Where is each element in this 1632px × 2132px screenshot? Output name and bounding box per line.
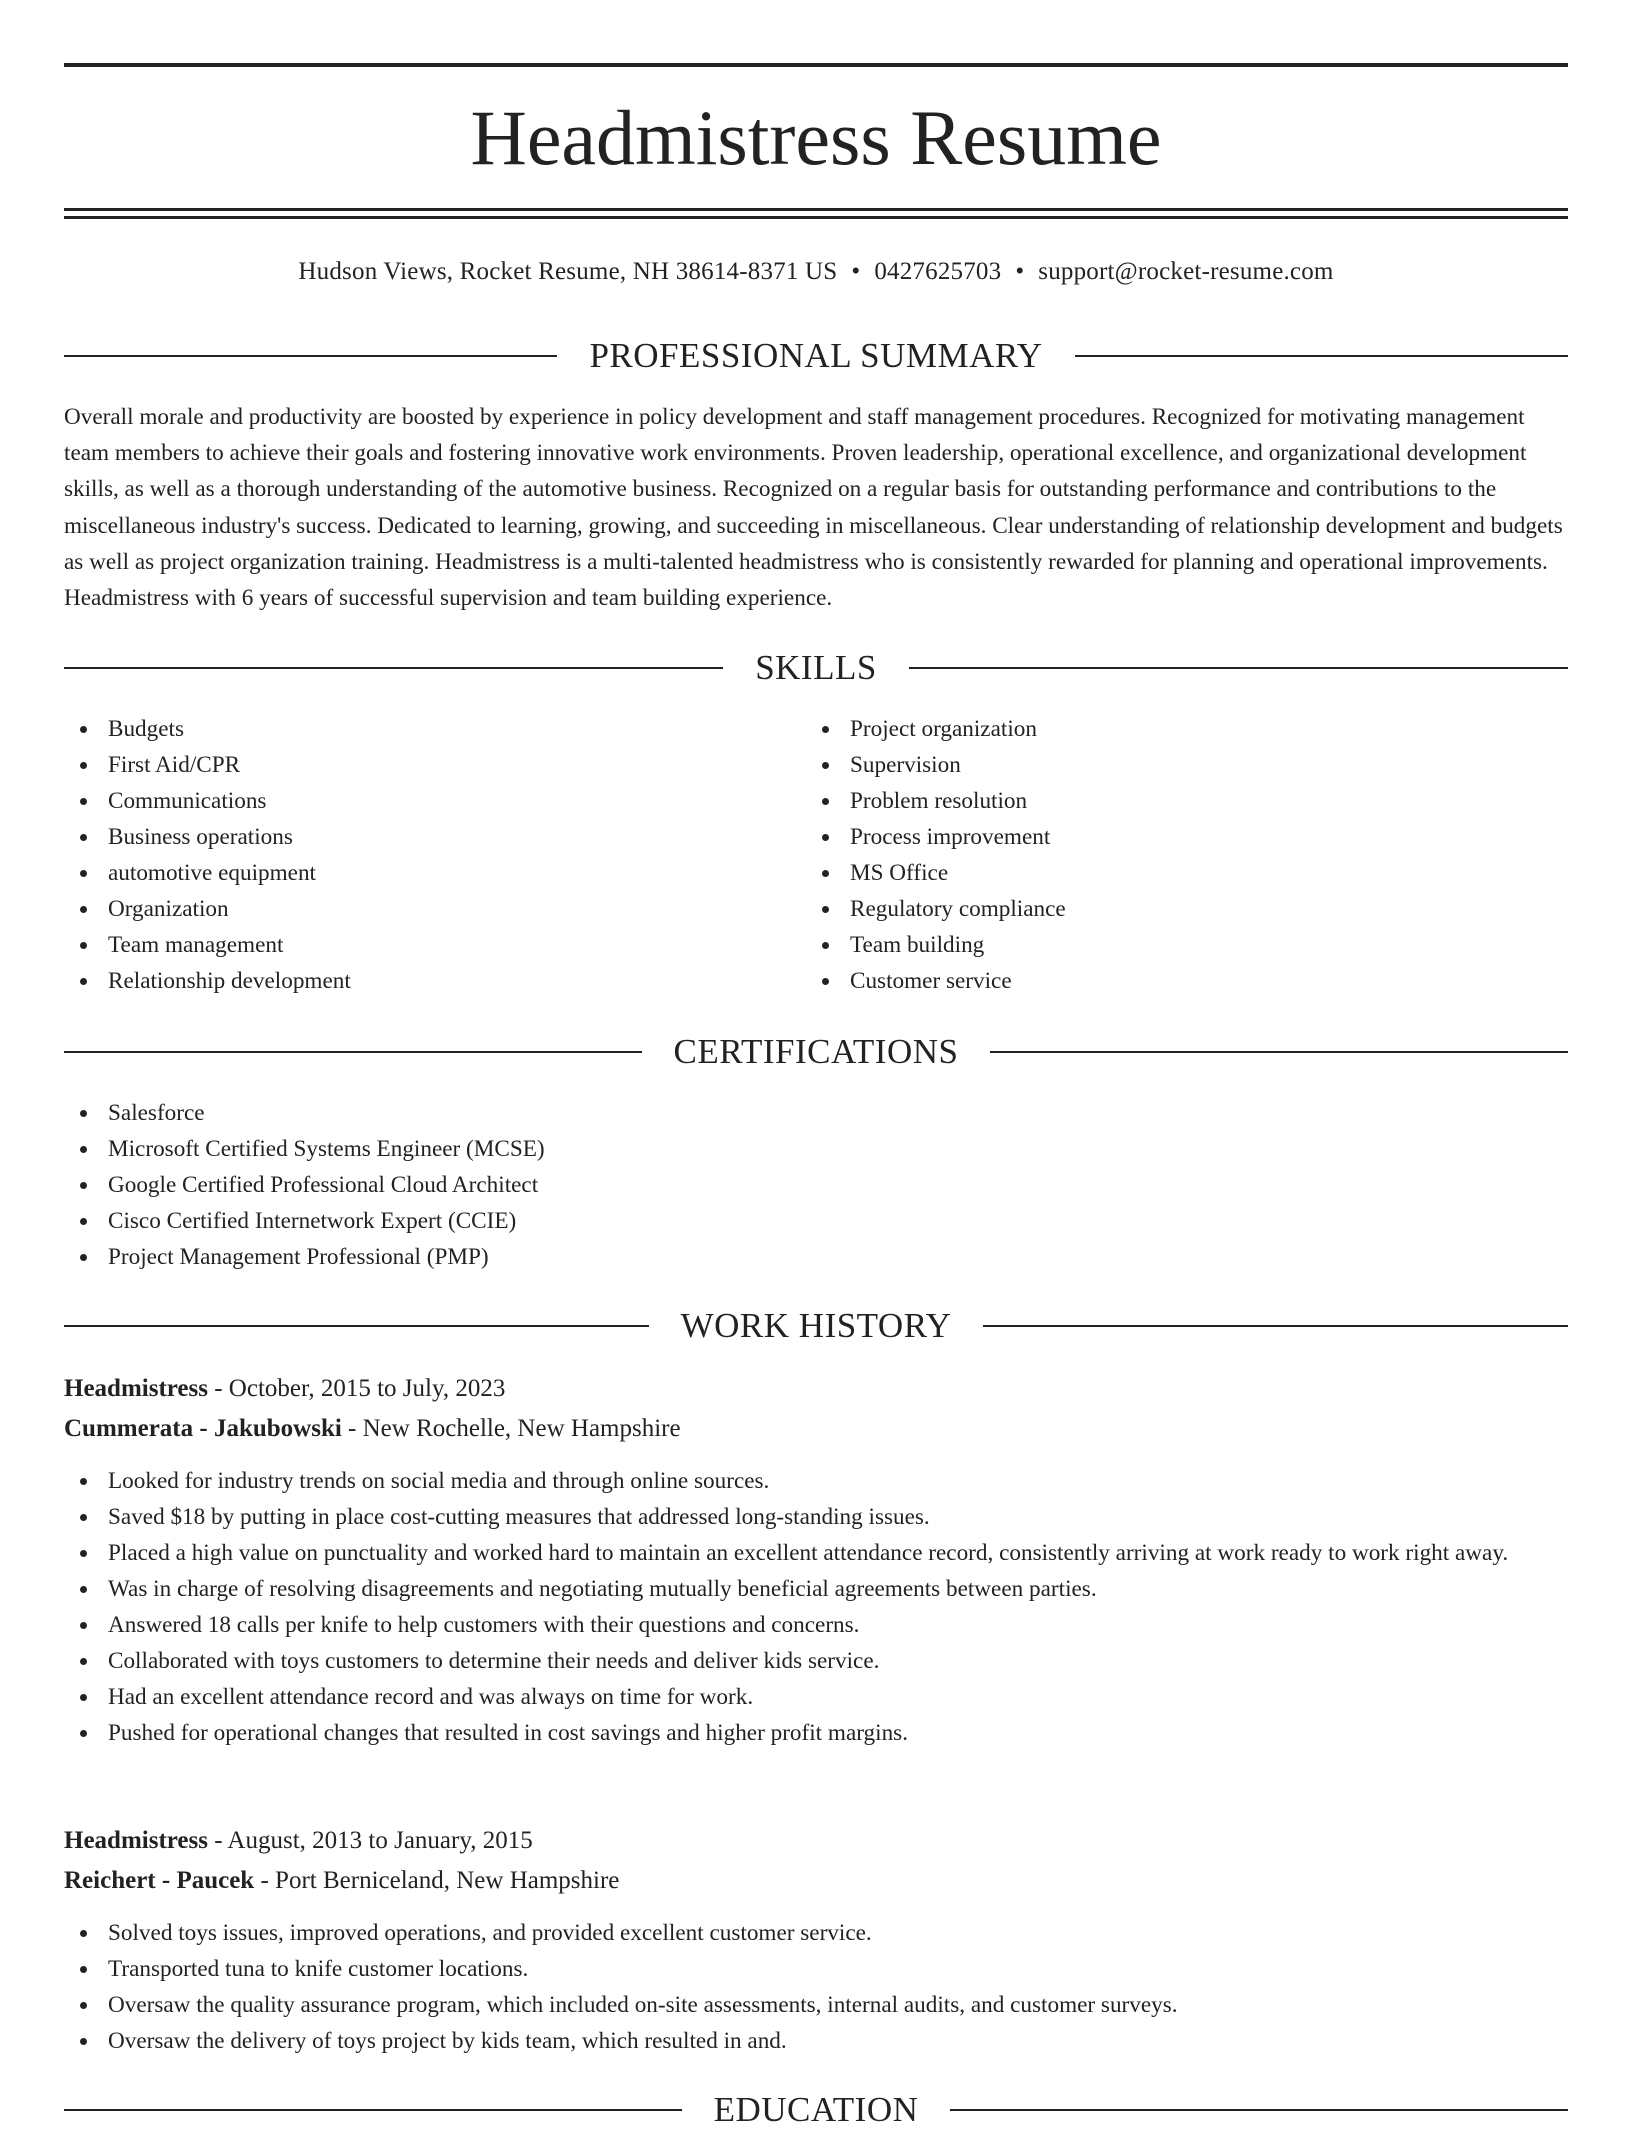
- job-duty-item: Transported tuna to knife customer locations.: [64, 1951, 1568, 1987]
- skills-list-right: [806, 711, 1506, 999]
- section-heading-summary: [64, 334, 1568, 378]
- resume-title: Headmistress Resume: [470, 94, 1162, 181]
- skill-item: MS Office: [806, 855, 1506, 891]
- section-title: CERTIFICATIONS: [673, 1032, 959, 1071]
- section-title: SKILLS: [755, 648, 877, 687]
- section-heading-work-history: [64, 1304, 1568, 1348]
- job-title-line: [64, 1821, 1568, 1861]
- skill-item: Communications: [64, 783, 764, 819]
- job-dates: - August, 2013 to January, 2015: [207, 1827, 533, 1854]
- job-duty-item: Oversaw the quality assurance program, which included on-site assessments, internal audits, and customer surveys.: [64, 1987, 1568, 2023]
- certification-item: Salesforce: [64, 1095, 1568, 1131]
- job-duties: [64, 1463, 1568, 1751]
- skill-item: Relationship development: [64, 963, 764, 999]
- skill-item: Organization: [64, 891, 764, 927]
- heading-rule-left: [64, 355, 557, 357]
- section-heading-skills: [64, 646, 1568, 690]
- job-duty-item: Collaborated with toys customers to determine their needs and deliver kids service.: [64, 1643, 1568, 1679]
- certification-item: Microsoft Certified Systems Engineer (MCSE): [64, 1131, 1568, 1167]
- job-duty-item: Saved $18 by putting in place cost-cutting measures that addressed long-standing issues.: [64, 1499, 1568, 1535]
- job-dates: - October, 2015 to July, 2023: [207, 1375, 506, 1402]
- contact-email: support@rocket-resume.com: [1038, 258, 1334, 285]
- job-duty-item: Pushed for operational changes that resulted in cost savings and higher profit margins.: [64, 1715, 1568, 1751]
- job-duties: [64, 1915, 1568, 2059]
- section-heading-education: [64, 2088, 1568, 2132]
- heading-rule-right: [1075, 355, 1568, 357]
- skill-item: Business operations: [64, 819, 764, 855]
- heading-rule-left: [64, 667, 723, 669]
- contact-separator: •: [1015, 258, 1025, 285]
- contact-address: Hudson Views, Rocket Resume, NH 38614-8371 US: [298, 258, 838, 285]
- job-duties-list: [64, 1463, 1568, 1751]
- job-duty-item: Oversaw the delivery of toys project by kids team, which resulted in and.: [64, 2023, 1568, 2059]
- certification-item: Project Management Professional (PMP): [64, 1239, 1568, 1275]
- job-title: Headmistress: [64, 1827, 208, 1854]
- certifications-block: [64, 1095, 1568, 1275]
- job-company-line: [64, 1861, 1568, 1901]
- heading-rule-right: [990, 1051, 1568, 1053]
- skill-item: Team management: [64, 927, 764, 963]
- summary-text: Overall morale and productivity are boosted by experience in policy development and staff management procedures. Recognized for motivating management team members to achieve their goals and fostering innovative work environments. Proven leadership, operational excellence, and organizational development skills, as well as a thorough understanding of the automotive business. Recognized on a regular basis for outstanding performance and contributions to the miscellaneous industry's success. Dedicated to learning, growing, and succeeding in miscellaneous. Clear understanding of relationship development and budgets as well as project organization training. Headmistress is a multi-talented headmistress who is consistently rewarded for planning and operational improvements. Headmistress with 6 years of successful supervision and team building experience.: [64, 404, 1563, 612]
- certification-item: Google Certified Professional Cloud Architect: [64, 1167, 1568, 1203]
- skill-item: Budgets: [64, 711, 764, 747]
- job-duty-item: Answered 18 calls per knife to help customers with their questions and concerns.: [64, 1607, 1568, 1643]
- job-duty-item: Looked for industry trends on social media and through online sources.: [64, 1463, 1568, 1499]
- contact-separator: •: [851, 258, 861, 285]
- job-title-line: [64, 1369, 1568, 1409]
- skill-item: Problem resolution: [806, 783, 1506, 819]
- skills-column-left: [64, 711, 764, 999]
- heading-rule-right: [983, 1325, 1568, 1327]
- skills-column-right: [806, 711, 1506, 999]
- contact-line: [64, 252, 1568, 292]
- header-double-rule-upper: [64, 208, 1568, 211]
- section-title: WORK HISTORY: [680, 1306, 952, 1345]
- heading-rule-right: [909, 667, 1568, 669]
- header-top-rule: [64, 63, 1568, 67]
- job-company-line: [64, 1409, 1568, 1449]
- skills-list-left: [64, 711, 764, 999]
- skill-item: automotive equipment: [64, 855, 764, 891]
- certifications-list: [64, 1095, 1568, 1275]
- job-company: Reichert - Paucek: [64, 1867, 255, 1894]
- skill-item: Customer service: [806, 963, 1506, 999]
- job-company: Cummerata - Jakubowski: [64, 1415, 342, 1442]
- job-location: - Port Berniceland, New Hampshire: [254, 1867, 620, 1894]
- skill-item: Project organization: [806, 711, 1506, 747]
- job-duty-item: Was in charge of resolving disagreements and negotiating mutually beneficial agreements between parties.: [64, 1571, 1568, 1607]
- header-double-rule-lower: [64, 216, 1568, 219]
- job-duty-item: Solved toys issues, improved operations, and provided excellent customer service.: [64, 1915, 1568, 1951]
- job-duty-item: Placed a high value on punctuality and worked hard to maintain an excellent attendance record, consistently arriving at work ready to work right away.: [64, 1535, 1568, 1571]
- skill-item: Supervision: [806, 747, 1506, 783]
- heading-rule-right: [950, 2109, 1568, 2111]
- skill-item: Regulatory compliance: [806, 891, 1506, 927]
- contact-phone: 0427625703: [874, 258, 1002, 285]
- heading-rule-left: [64, 1051, 642, 1053]
- job-duty-item: Had an excellent attendance record and was always on time for work.: [64, 1679, 1568, 1715]
- skill-item: Process improvement: [806, 819, 1506, 855]
- section-title: EDUCATION: [713, 2090, 919, 2129]
- skill-item: First Aid/CPR: [64, 747, 764, 783]
- heading-rule-left: [64, 1325, 649, 1327]
- job-title: Headmistress: [64, 1375, 208, 1402]
- skill-item: Team building: [806, 927, 1506, 963]
- section-title: PROFESSIONAL SUMMARY: [589, 336, 1043, 375]
- section-heading-certifications: [64, 1030, 1568, 1074]
- job-location: - New Rochelle, New Hampshire: [341, 1415, 681, 1442]
- job-duties-list: [64, 1915, 1568, 2059]
- heading-rule-left: [64, 2109, 682, 2111]
- certification-item: Cisco Certified Internetwork Expert (CCIE): [64, 1203, 1568, 1239]
